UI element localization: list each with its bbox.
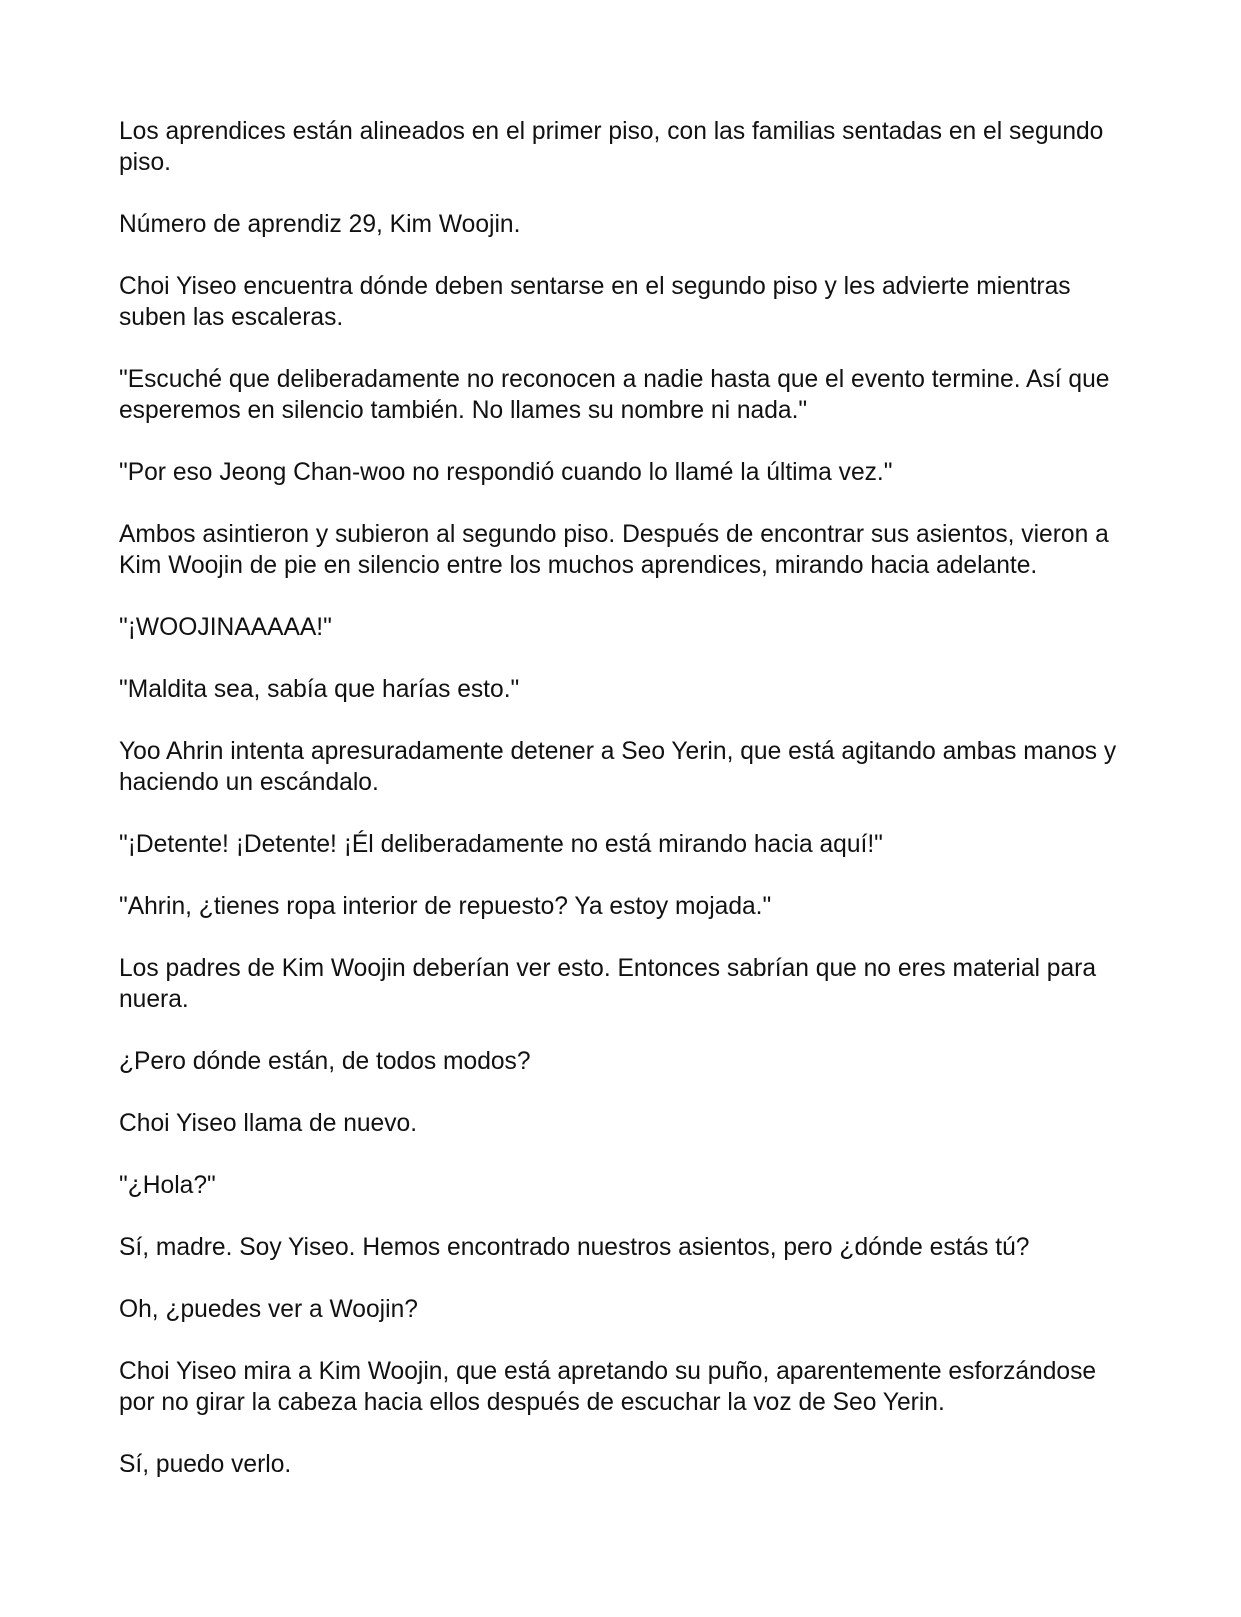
- paragraph: Ambos asintieron y subieron al segundo piso. Después de encontrar sus asientos, vieron a Kim Woojin de pie en silencio entre los muchos aprendices, mirando hacia adelante.: [119, 521, 1109, 579]
- paragraph: Choi Yiseo llama de nuevo.: [119, 1110, 418, 1137]
- paragraph: Choi Yiseo encuentra dónde deben sentarse en el segundo piso y les advierte mientras suben las escaleras.: [119, 273, 1071, 331]
- paragraph: Los padres de Kim Woojin deberían ver esto. Entonces sabrían que no eres material para nuera.: [119, 955, 1097, 1013]
- paragraph: Sí, madre. Soy Yiseo. Hemos encontrado nuestros asientos, pero ¿dónde estás tú?: [119, 1234, 1030, 1261]
- paragraph: "¿Hola?": [119, 1172, 216, 1199]
- paragraph: "Escuché que deliberadamente no reconocen a nadie hasta que el evento termine. Así que esperemos en silencio también. No llames su nombre ni nada.": [119, 366, 1110, 424]
- paragraph: Los aprendices están alineados en el primer piso, con las familias sentadas en el segundo piso.: [119, 118, 1104, 176]
- paragraph: Choi Yiseo mira a Kim Woojin, que está apretando su puño, aparentemente esforzándose por no girar la cabeza hacia ellos después de escuchar la voz de Seo Yerin.: [119, 1358, 1097, 1416]
- paragraph: Número de aprendiz 29, Kim Woojin.: [119, 211, 521, 238]
- document-page: [119, 116, 1129, 1480]
- paragraph: "¡WOOJINAAAAA!": [119, 614, 332, 641]
- paragraph: "Ahrin, ¿tienes ropa interior de repuesto? Ya estoy mojada.": [119, 893, 772, 920]
- paragraph: Sí, puedo verlo.: [119, 1451, 292, 1478]
- paragraph: Oh, ¿puedes ver a Woojin?: [119, 1296, 418, 1323]
- paragraph: Yoo Ahrin intenta apresuradamente detener a Seo Yerin, que está agitando ambas manos y haciendo un escándalo.: [119, 738, 1117, 796]
- paragraph: "Maldita sea, sabía que harías esto.": [119, 676, 520, 703]
- paragraph: "Por eso Jeong Chan-woo no respondió cuando lo llamé la última vez.": [119, 459, 893, 486]
- paragraph: "¡Detente! ¡Detente! ¡Él deliberadamente no está mirando hacia aquí!": [119, 831, 883, 858]
- paragraph: ¿Pero dónde están, de todos modos?: [119, 1048, 531, 1075]
